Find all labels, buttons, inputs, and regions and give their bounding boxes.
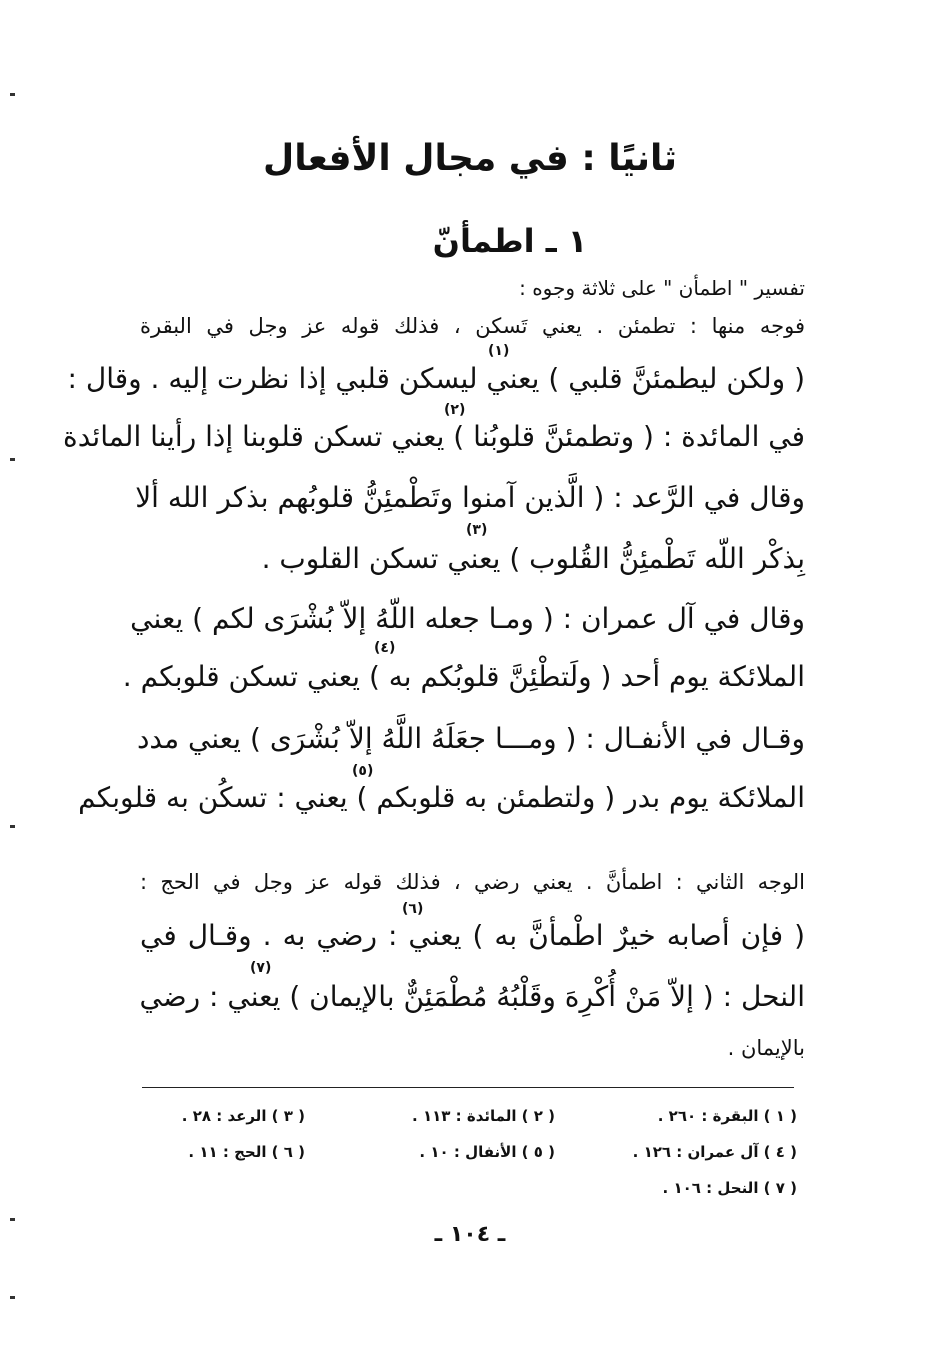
margin-speck <box>10 458 15 461</box>
text-line: بالإيمان . <box>727 1036 805 1060</box>
section-heading: ثانيًا : في مجال الأفعال <box>262 138 678 179</box>
footnote-marker: (٤) <box>374 640 396 656</box>
body-text <box>63 0 805 1080</box>
margin-speck <box>10 1218 15 1221</box>
footnote: ( ١ ) البقرة : ٢٦٠ . <box>657 1107 797 1125</box>
footnote: ( ٤ ) آل عمران : ١٢٦ . <box>632 1143 797 1161</box>
footnote: ( ٣ ) الرعد : ٢٨ . <box>181 1107 305 1125</box>
footnote-marker: (٢) <box>444 402 466 418</box>
text-line: وقـال في الأنفـال : ( ومـــا جعَلَهُ اللَّهُ إلاّ بُشْرَى ) يعني مدد <box>136 722 805 755</box>
text-line: الوجه الثاني : اطمأنَّ . يعني رضي ، فذلك قوله عز وجل في الحج : <box>140 870 805 894</box>
margin-speck <box>10 1296 15 1299</box>
text-line: النحل : ( إلاّ مَنْ أُكْرِهَ وقَلْبُهُ مُطْمَئِنٌّ بالإيمان ) يعني : رضي <box>139 980 805 1013</box>
text-line: تفسير " اطمأن " على ثلاثة وجوه : <box>519 276 805 300</box>
page-number: ـ ١٠٤ ـ <box>434 1222 506 1247</box>
footnote-marker: (٣) <box>466 522 488 538</box>
text-line: بِذكْر اللّه تَطْمئِنُّ القُلوب ) يعني تسكن القلوب . <box>261 542 805 575</box>
entry-heading: ١ ـ اطمأنّ <box>432 222 588 260</box>
text-line: وقال في الرَّعد : ( الَّذين آمنوا وتَطْمئِنُّ قلوبُهم بذكر الله ألا <box>135 481 805 514</box>
footnote: ( ٦ ) الحج : ١١ . <box>188 1143 305 1161</box>
footnote-marker: (٦) <box>402 901 424 917</box>
text-line: في المائدة : ( وتطمئنَّ قلوبُنا ) يعني تسكن قلوبنا إذا رأينا المائدة <box>63 420 805 453</box>
text-line: الملائكة يوم بدر ( ولتطمئن به قلوبكم ) يعني : تسكُن به قلوبكم <box>78 781 805 814</box>
footnote: ( ٧ ) النحل : ١٠٦ . <box>662 1179 797 1197</box>
footnote: ( ٥ ) الأنفال : ١٠ . <box>419 1143 555 1161</box>
footnote-marker: (٥) <box>352 763 374 779</box>
footnote: ( ٢ ) المائدة : ١١٣ . <box>412 1107 555 1125</box>
text-line: الملائكة يوم أحد ( ولَتطْئِنَّ قلوبُكم به ) يعني تسكن قلوبكم . <box>122 660 805 693</box>
text-line: فوجه منها : تطمئن . يعني تَسكن ، فذلك قوله عز وجل في البقرة <box>140 314 805 338</box>
text-line: وقال في آل عمران : ( ومـا جعله اللّهُ إلاّ بُشْرَى لكم ) يعني <box>130 602 805 635</box>
text-line: ( ولكن ليطمئنَّ قلبي ) يعني ليسكن قلبي إذا نظرت إليه . وقال : <box>67 362 805 395</box>
margin-speck <box>10 825 15 828</box>
footnote-marker: (١) <box>488 343 510 359</box>
footnote-marker: (٧) <box>250 960 272 976</box>
margin-speck <box>10 93 15 96</box>
text-line: ( فإن أصابه خيرٌ اطْمأنَّ به ) يعني : رضي به . وقـال في <box>140 919 805 952</box>
footnote-divider <box>142 1087 794 1088</box>
